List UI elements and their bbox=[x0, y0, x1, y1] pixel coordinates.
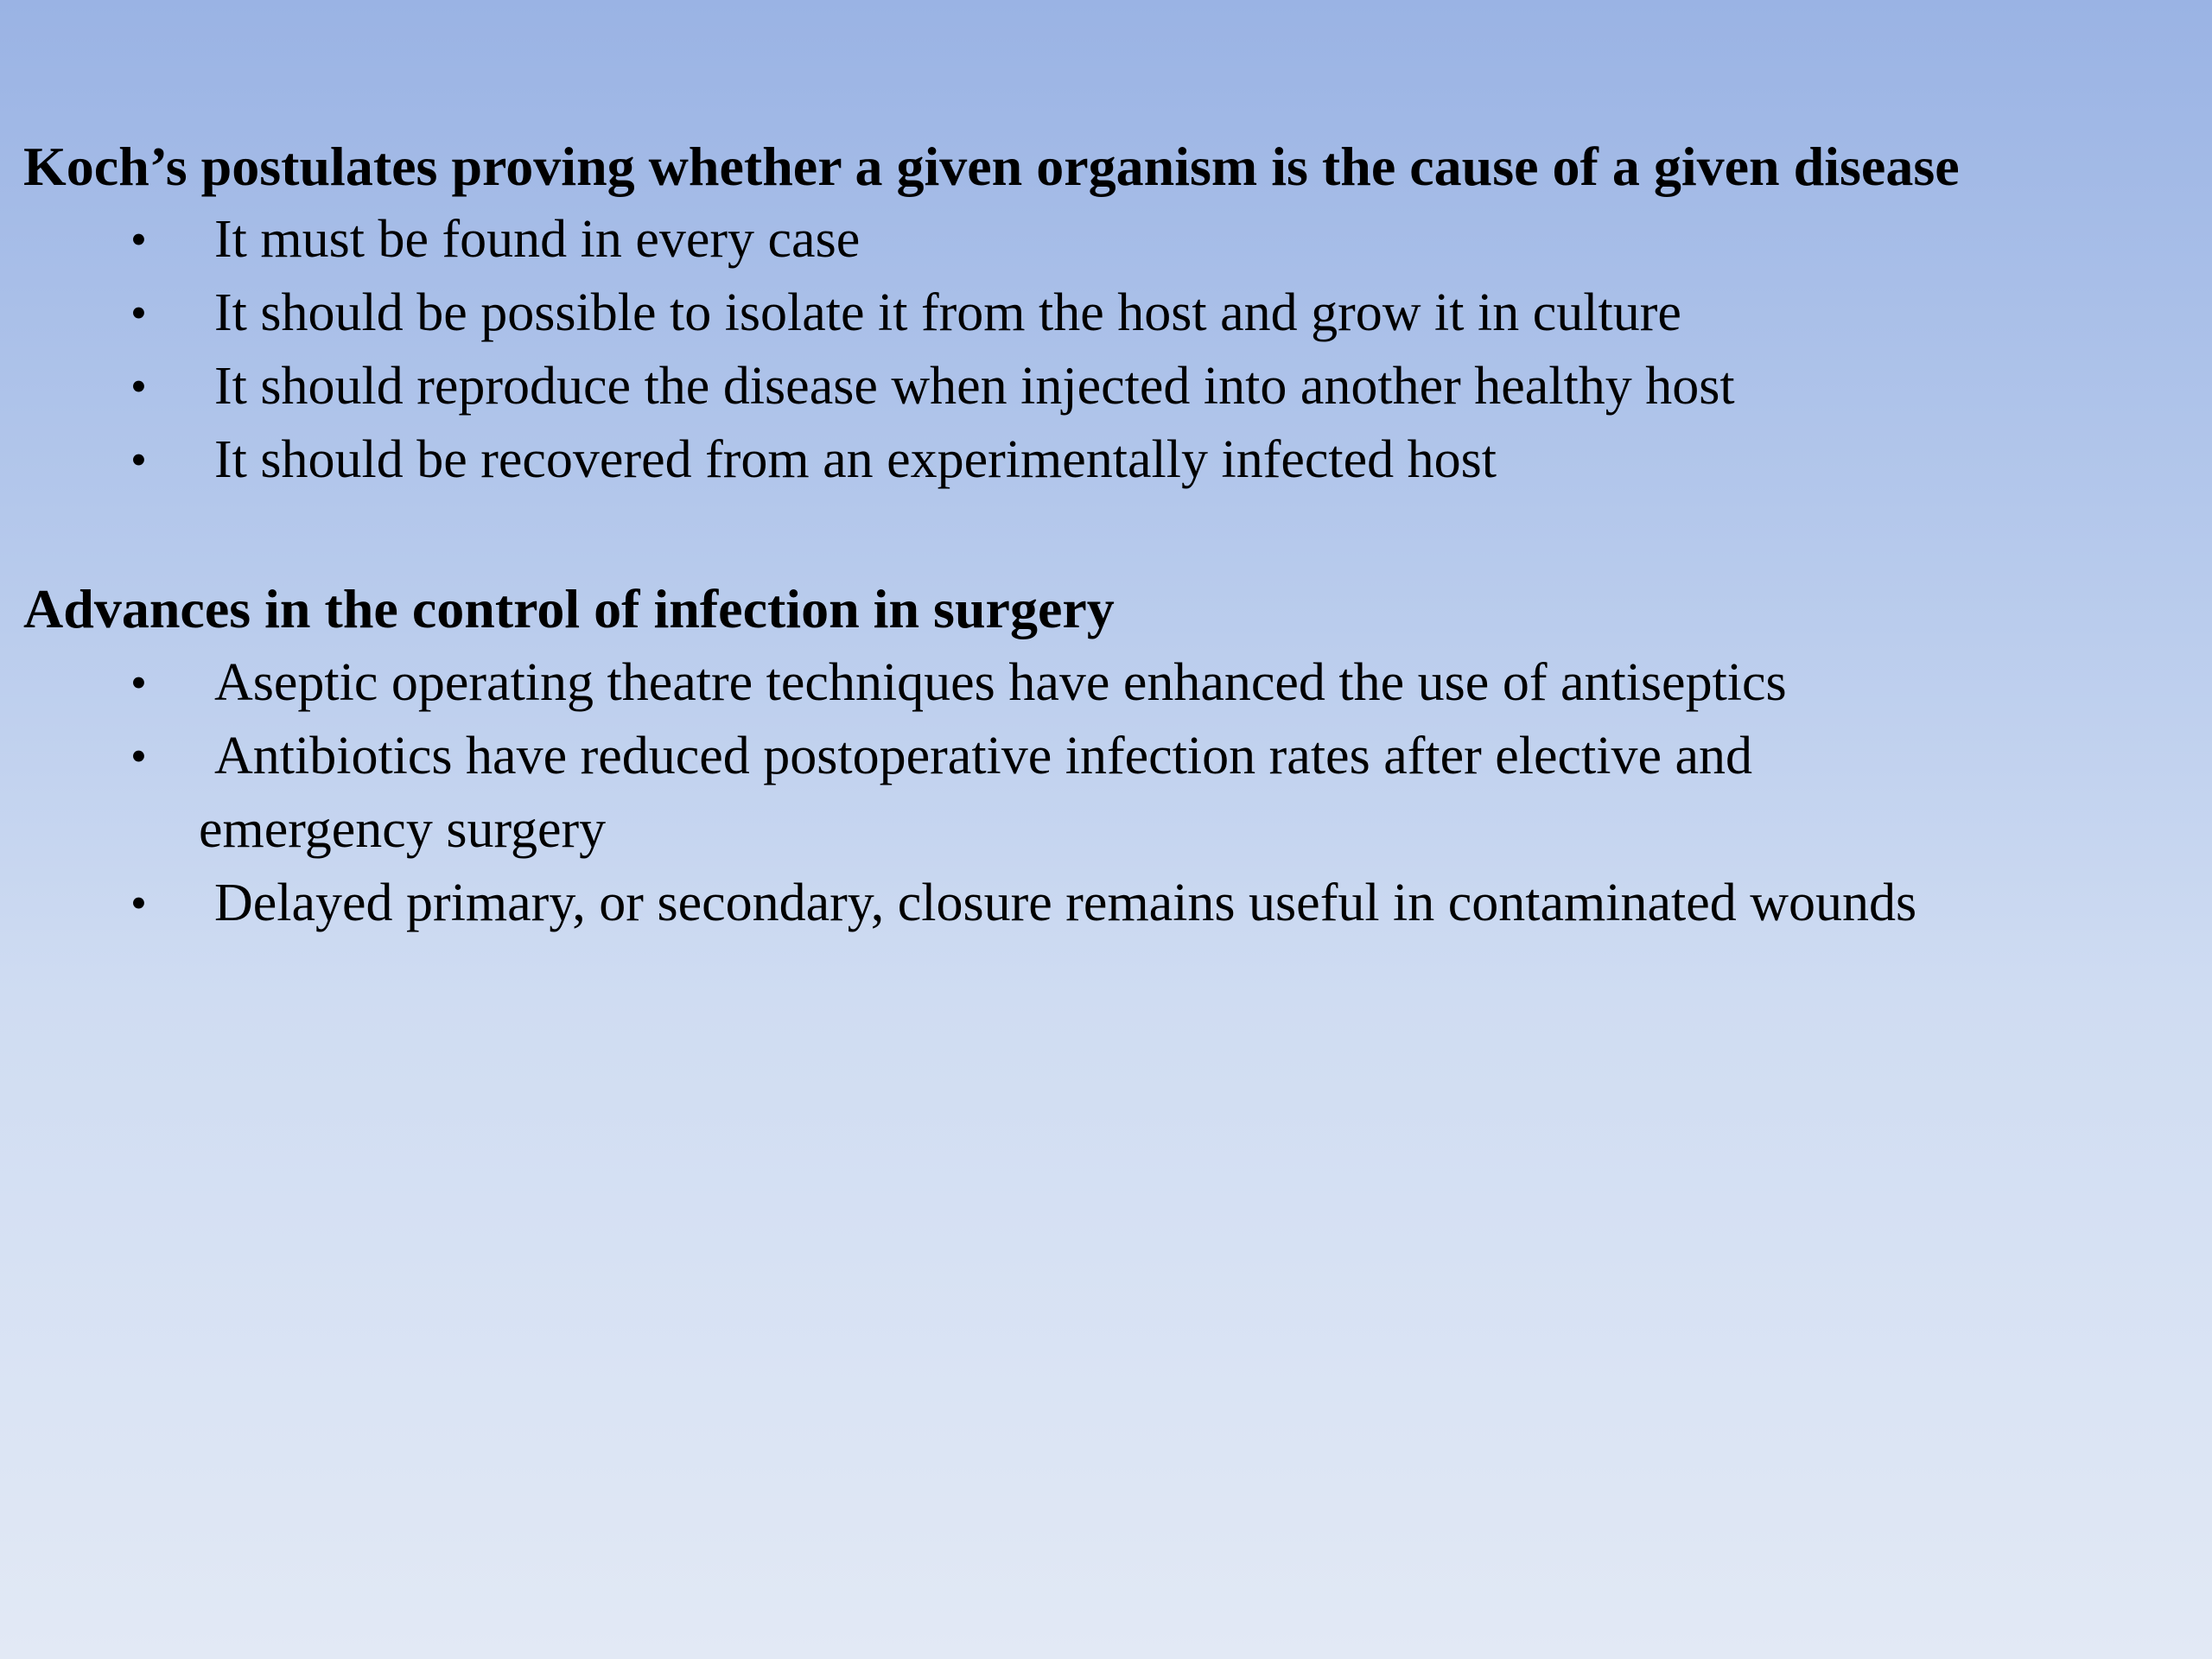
list-item-text: Antibiotics have reduced postoperative infection rates after elective and bbox=[214, 727, 1753, 785]
surgery-advances-list bbox=[0, 646, 2212, 940]
bullet-icon: • bbox=[130, 657, 147, 709]
list-item-text: It should be recovered from an experimentally infected host bbox=[214, 430, 1497, 489]
list-item-text: It should be possible to isolate it from the host and grow it in culture bbox=[214, 283, 1681, 342]
bullet-icon: • bbox=[130, 877, 147, 929]
list-item-text: Delayed primary, or secondary, closure remains useful in contaminated wounds bbox=[214, 874, 1917, 932]
list-item-text: Aseptic operating theatre techniques have enhanced the use of antiseptics bbox=[214, 653, 1787, 712]
list-item bbox=[0, 423, 2212, 497]
bullet-icon: • bbox=[130, 360, 147, 412]
list-item bbox=[0, 720, 2212, 867]
koch-postulates-list bbox=[0, 203, 2212, 497]
list-item bbox=[0, 867, 2212, 940]
bullet-icon: • bbox=[130, 213, 147, 265]
list-item-text-continued: emergency surgery bbox=[199, 800, 607, 859]
bullet-icon: • bbox=[130, 287, 147, 339]
list-item-text: It should reproduce the disease when injected into another healthy host bbox=[214, 357, 1735, 416]
list-item bbox=[0, 276, 2212, 350]
list-item bbox=[0, 203, 2212, 276]
list-item bbox=[0, 646, 2212, 720]
list-item bbox=[0, 350, 2212, 423]
bullet-icon: • bbox=[130, 730, 147, 782]
bullet-icon: • bbox=[130, 434, 147, 486]
surgery-advances-heading: Advances in the control of infection in surgery bbox=[23, 578, 1115, 639]
koch-postulates-heading: Koch’s postulates proving whether a given organism is the cause of a given disease bbox=[23, 136, 1960, 197]
list-item-text: It must be found in every case bbox=[214, 210, 861, 269]
